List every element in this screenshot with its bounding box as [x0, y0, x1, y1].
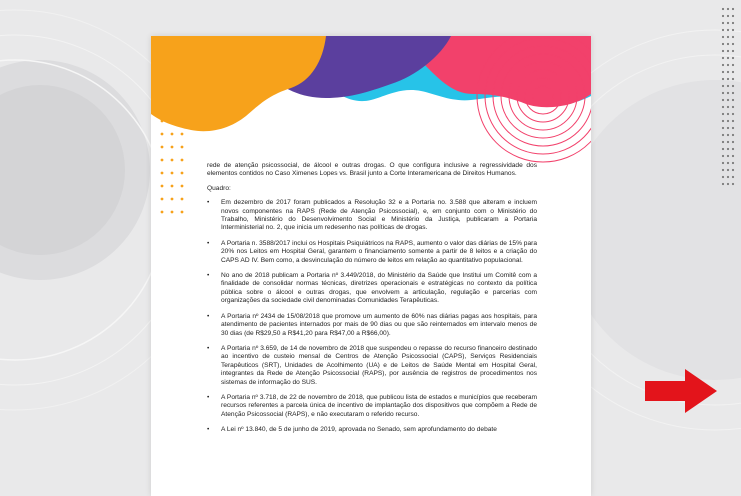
list-item: • Em dezembro de 2017 foram publicados a Resolução 32 e a Portaria no. 3.588 que alteram e incluem novos componentes na RAPS (Rede de Atenção Psicossocial), e, em conjunto com o Ministério do Trabalho, Ministério do Desenvolvimento Social e Ministério da Justiça, publicaram a Portaria Interministerial no. 2, que inicia um redesenho nas políticas de drogas.: [207, 199, 537, 233]
header-decorative-waves: [151, 36, 591, 176]
section-label: Quadro:: [207, 184, 231, 192]
decorative-dot-grid-left: [157, 116, 191, 216]
intro-paragraph: rede de atenção psicossocial, de álcool e outras drogas. O que configura inclusive a regressividade dos elementos contidos no Caso Ximenes Lopes vs. Brasil junto a Corte Interamericana de Direitos Humanos.: [207, 162, 537, 178]
decorative-dot-grid-right: [721, 6, 735, 191]
list-item: • A Portaria nº 3.659, de 14 de novembro de 2018 que suspendeu o repasse do recurso financeiro destinado ao incentivo de custeio mensal de Centros de Atenção Psicossocial (CAPS), Serviços Residenciais Terapêuticos (SRT), Unidades de Acolhimento (UA) e de Leitos de Saúde Mental em Hospital Geral, integrantes da Rede de Atenção Psicossocial (RAPS), por ausência de registros de procedimentos nos sistemas de informação do SUS.: [207, 345, 537, 387]
list-item: • A Lei nº 13.840, de 5 de junho de 2019, aprovada no Senado, sem aprofundamento do debate: [207, 426, 537, 434]
arrow-right-icon[interactable]: [645, 369, 717, 413]
document-page: [151, 36, 591, 496]
list-item: • A Portaria n. 3588/2017 inclui os Hospitais Psiquiátricos na RAPS, aumento o valor das diárias de 15% para 20% nos Leitos em Hospital Geral, garantem o financiamento somente a partir de 8 leitos e a criação do CAPS AD IV. Bem como, a desvinculação do número de leitos em relação ao quantitativo populacional.: [207, 240, 537, 265]
list-item: • No ano de 2018 publicam a Portaria nº 3.449/2018, do Ministério da Saúde que Institui um Comitê com a finalidade de consolidar normas técnicas, diretrizes operacionais e estratégicas no contexto da política pública sobre o álcool e outras drogas, que envolvem a articulação, regulação e parcerias com organizações da sociedade civil denominadas Comunidades Terapêuticas.: [207, 272, 537, 306]
document-body: [207, 162, 537, 442]
list-item: • A Portaria nº 3.718, de 22 de novembro de 2018, que publicou lista de estados e municípios que receberam recursos referentes a parcela única de incentivo de implantação dos dispositivos que compõem a Rede de Atenção Psicossocial (RAPS), e não executaram o referido recurso.: [207, 394, 537, 419]
list-item: • A Portaria nº 2434 de 15/08/2018 que promove um aumento de 60% nas diárias pagas aos hospitais, para atendimento de pacientes internados por mais de 90 dias ou que são reinternados em intervalo menos de 30 dias (de R$29,50 a R$41,20 para R$47,00 a R$66,00).: [207, 313, 537, 338]
bullet-list: [207, 199, 537, 434]
